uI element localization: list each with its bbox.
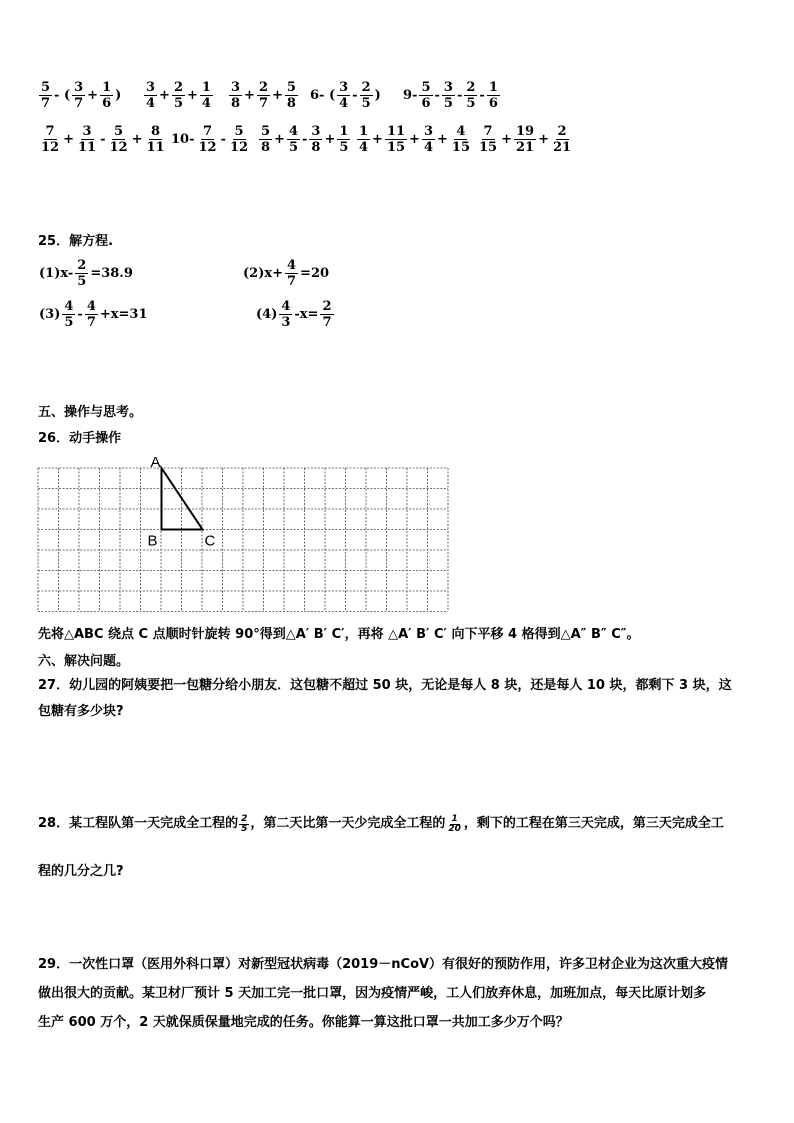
fraction-denominator: 7 [41, 96, 51, 111]
fraction-numerator: 19 [516, 124, 535, 139]
operator-text: + [187, 88, 198, 103]
operator-text: 6- ( [310, 88, 336, 103]
question-27 [38, 676, 763, 722]
fraction-denominator: 5 [77, 274, 87, 289]
fraction-numerator: 1 [451, 813, 458, 824]
fraction-numerator: 5 [114, 124, 124, 139]
fraction-denominator: 8 [231, 96, 241, 111]
fraction-numerator: 3 [231, 80, 241, 95]
fraction-numerator: 5 [286, 80, 296, 95]
fraction-denominator: 7 [74, 96, 84, 111]
operator-text: + [159, 88, 170, 103]
fraction-numerator: 8 [151, 124, 161, 139]
fraction-numerator: 1 [359, 124, 369, 139]
question-29 [38, 955, 768, 1033]
fraction-denominator: 6 [421, 96, 431, 111]
operator-text: - [352, 88, 358, 103]
fraction-numerator: 7 [45, 124, 55, 139]
fraction-denominator: 12 [41, 140, 60, 155]
dashed-grid [38, 468, 448, 612]
fraction-numerator: 1 [488, 80, 498, 95]
fraction-numerator: 11 [386, 124, 406, 139]
fraction-numerator: 3 [423, 124, 433, 139]
fraction-numerator: 4 [86, 299, 96, 314]
fraction-denominator: 5 [241, 823, 248, 834]
fraction-denominator: 12 [198, 140, 217, 155]
operator-text: + [244, 88, 255, 103]
fraction-denominator: 6 [488, 96, 498, 111]
fraction-denominator: 7 [258, 96, 268, 111]
vertex-label-c: C [204, 532, 216, 550]
question-26-instruction: 先将△ABC 绕点 C 点顺时针旋转 90°得到△A′ B′ C′，再将 △A′ B′ C′ 向下平移 4 格得到△A″ B″ C″。 [38, 627, 640, 642]
fraction-numerator: 7 [203, 124, 213, 139]
fraction-numerator: 1 [339, 124, 349, 139]
operator-text: - ( [54, 88, 71, 103]
vertex-label-a: A [150, 454, 161, 471]
fraction-numerator: 5 [41, 80, 51, 95]
operator-text: + [272, 88, 283, 103]
fraction-numerator: 3 [443, 80, 453, 95]
fraction-denominator: 20 [448, 823, 461, 834]
fraction-numerator: 2 [557, 124, 567, 139]
operator-text: - [479, 88, 485, 103]
fraction-denominator: 8 [261, 140, 271, 155]
fraction-denominator: 15 [386, 140, 406, 155]
section-6-heading: 六、解决问题。 [38, 654, 130, 669]
fraction-denominator: 6 [102, 96, 112, 111]
question-29-line-3: 生产 600 万个，2 天就保质保量地完成的任务。你能算一算这批口罩一共加工多少万个吗？ [38, 1015, 569, 1030]
question-28-line-2: 程的几分之几? [38, 864, 124, 879]
question-25-title: 25．解方程. [38, 234, 114, 249]
fraction-denominator: 5 [173, 96, 183, 111]
fraction-numerator: 2 [258, 80, 268, 95]
fraction-denominator: 21 [553, 140, 572, 155]
fraction-denominator: 5 [64, 315, 74, 330]
operator-text: + [324, 132, 336, 147]
fraction-numerator: 5 [261, 124, 271, 139]
fraction-numerator: 2 [466, 80, 476, 95]
fraction-two-fifths [239, 815, 249, 834]
fraction-denominator: 11 [78, 140, 97, 155]
operator-text: + [409, 132, 420, 147]
fraction-numerator: 7 [483, 124, 493, 139]
fraction-denominator: 21 [516, 140, 535, 155]
fraction-numerator: 2 [173, 80, 183, 95]
fraction-denominator: 4 [339, 96, 349, 111]
fraction-denominator: 11 [146, 140, 165, 155]
operator-text: + [131, 132, 143, 147]
fraction-numerator: 2 [361, 80, 371, 95]
fraction-numerator: 4 [288, 124, 298, 139]
triangle-shape [162, 468, 203, 530]
fraction-denominator: 12 [109, 140, 128, 155]
question-27-line-1: 27．幼儿园的阿姨要把一包糖分给小朋友．这包糖不超过 50 块，无论是每人 8 块，还是每人 10 块，都剩下 3 块，这 [38, 678, 732, 693]
fraction-denominator: 4 [423, 140, 433, 155]
operator-text: (2)x+ [243, 266, 283, 281]
section-5-heading: 五、操作与思考。 [38, 405, 143, 420]
operator-text: -x= [294, 307, 319, 322]
fraction-numerator: 1 [201, 80, 211, 95]
operator-text: + [63, 132, 74, 147]
fraction-denominator: 4 [201, 96, 211, 111]
fraction-denominator: 5 [339, 140, 349, 155]
fraction-denominator: 12 [230, 140, 249, 155]
fraction-numerator: 2 [322, 299, 332, 314]
operator-text: - [456, 88, 463, 103]
fraction-numerator: 5 [234, 124, 244, 139]
operator-text: (3) [39, 307, 61, 322]
fraction-numerator: 3 [146, 80, 156, 95]
operator-text: + [538, 132, 549, 147]
question-29-line-2: 做出很大的贡献。某卫材厂预计 5 天加工完一批口罩，因为疫情严峻，工人们放弃休息，加班加点，每天比原计划多 [38, 986, 707, 1001]
fraction-denominator: 7 [86, 315, 96, 330]
question-28-line-1 [38, 814, 724, 834]
operator-text: 9- [403, 88, 418, 103]
fraction-numerator: 3 [74, 80, 84, 95]
operator-text: - [302, 132, 308, 147]
fraction-denominator: 5 [443, 96, 453, 111]
operator-text: =38.9 [90, 266, 133, 281]
operator-text: ) [115, 88, 122, 103]
fraction-numerator: 3 [311, 124, 321, 139]
vertex-label-b: B [147, 532, 158, 550]
fraction-denominator: 15 [451, 140, 470, 155]
fraction-denominator: 8 [311, 140, 321, 155]
fraction-denominator: 8 [286, 96, 296, 111]
fraction-denominator: 5 [361, 96, 371, 111]
operator-text: + [437, 132, 448, 147]
fraction-numerator: 4 [64, 299, 74, 314]
operator-text: + [372, 132, 383, 147]
fraction-denominator: 7 [287, 274, 297, 289]
operator-text: - [434, 88, 440, 103]
fraction-numerator: 1 [102, 80, 112, 95]
fraction-numerator: 2 [77, 258, 87, 273]
fraction-numerator: 3 [339, 80, 349, 95]
fraction-numerator: 4 [456, 124, 466, 139]
operator-text: +x=31 [99, 307, 148, 322]
question-27-line-2: 包糖有多少块? [38, 704, 124, 719]
fraction-one-twentieth [446, 815, 463, 834]
operator-text: + [501, 132, 512, 147]
operator-text: (1)x- [39, 266, 74, 281]
operator-text: - [100, 132, 106, 147]
question-28-text-b: ，第二天比第一天少完成全工程的 [250, 816, 446, 831]
fraction-numerator: 5 [421, 80, 431, 95]
fraction-numerator: 4 [281, 299, 291, 314]
fraction-numerator: 3 [82, 124, 92, 139]
fraction-denominator: 3 [281, 315, 291, 330]
operator-text: - [220, 132, 226, 147]
operator-text: 10- [171, 132, 195, 147]
fraction-denominator: 5 [466, 96, 476, 111]
fraction-denominator: 4 [146, 96, 156, 111]
question-28-text-a: 28．某工程队第一天完成全工程的 [38, 816, 239, 831]
operator-text: - [77, 307, 83, 322]
fraction-denominator: 4 [359, 140, 369, 155]
fraction-denominator: 5 [288, 140, 298, 155]
operator-text: (4) [256, 307, 278, 322]
operator-text: + [274, 132, 285, 147]
operator-text: =20 [300, 266, 330, 281]
fraction-denominator: 15 [479, 140, 498, 155]
question-28-text-c: ，剩下的工程在第三天完成，第三天完成全工 [463, 816, 724, 831]
operator-text: + [87, 88, 99, 103]
question-29-line-1: 29．一次性口罩（医用外科口罩）对新型冠状病毒（2019－nCoV）有很好的预防作用，许多卫材企业为这次重大疫情 [38, 957, 729, 972]
fraction-numerator: 4 [287, 258, 297, 273]
fraction-numerator: 2 [241, 813, 248, 824]
fraction-denominator: 7 [322, 315, 332, 330]
question-26-title: 26．动手操作 [38, 431, 122, 446]
operator-text: ) [374, 88, 381, 103]
